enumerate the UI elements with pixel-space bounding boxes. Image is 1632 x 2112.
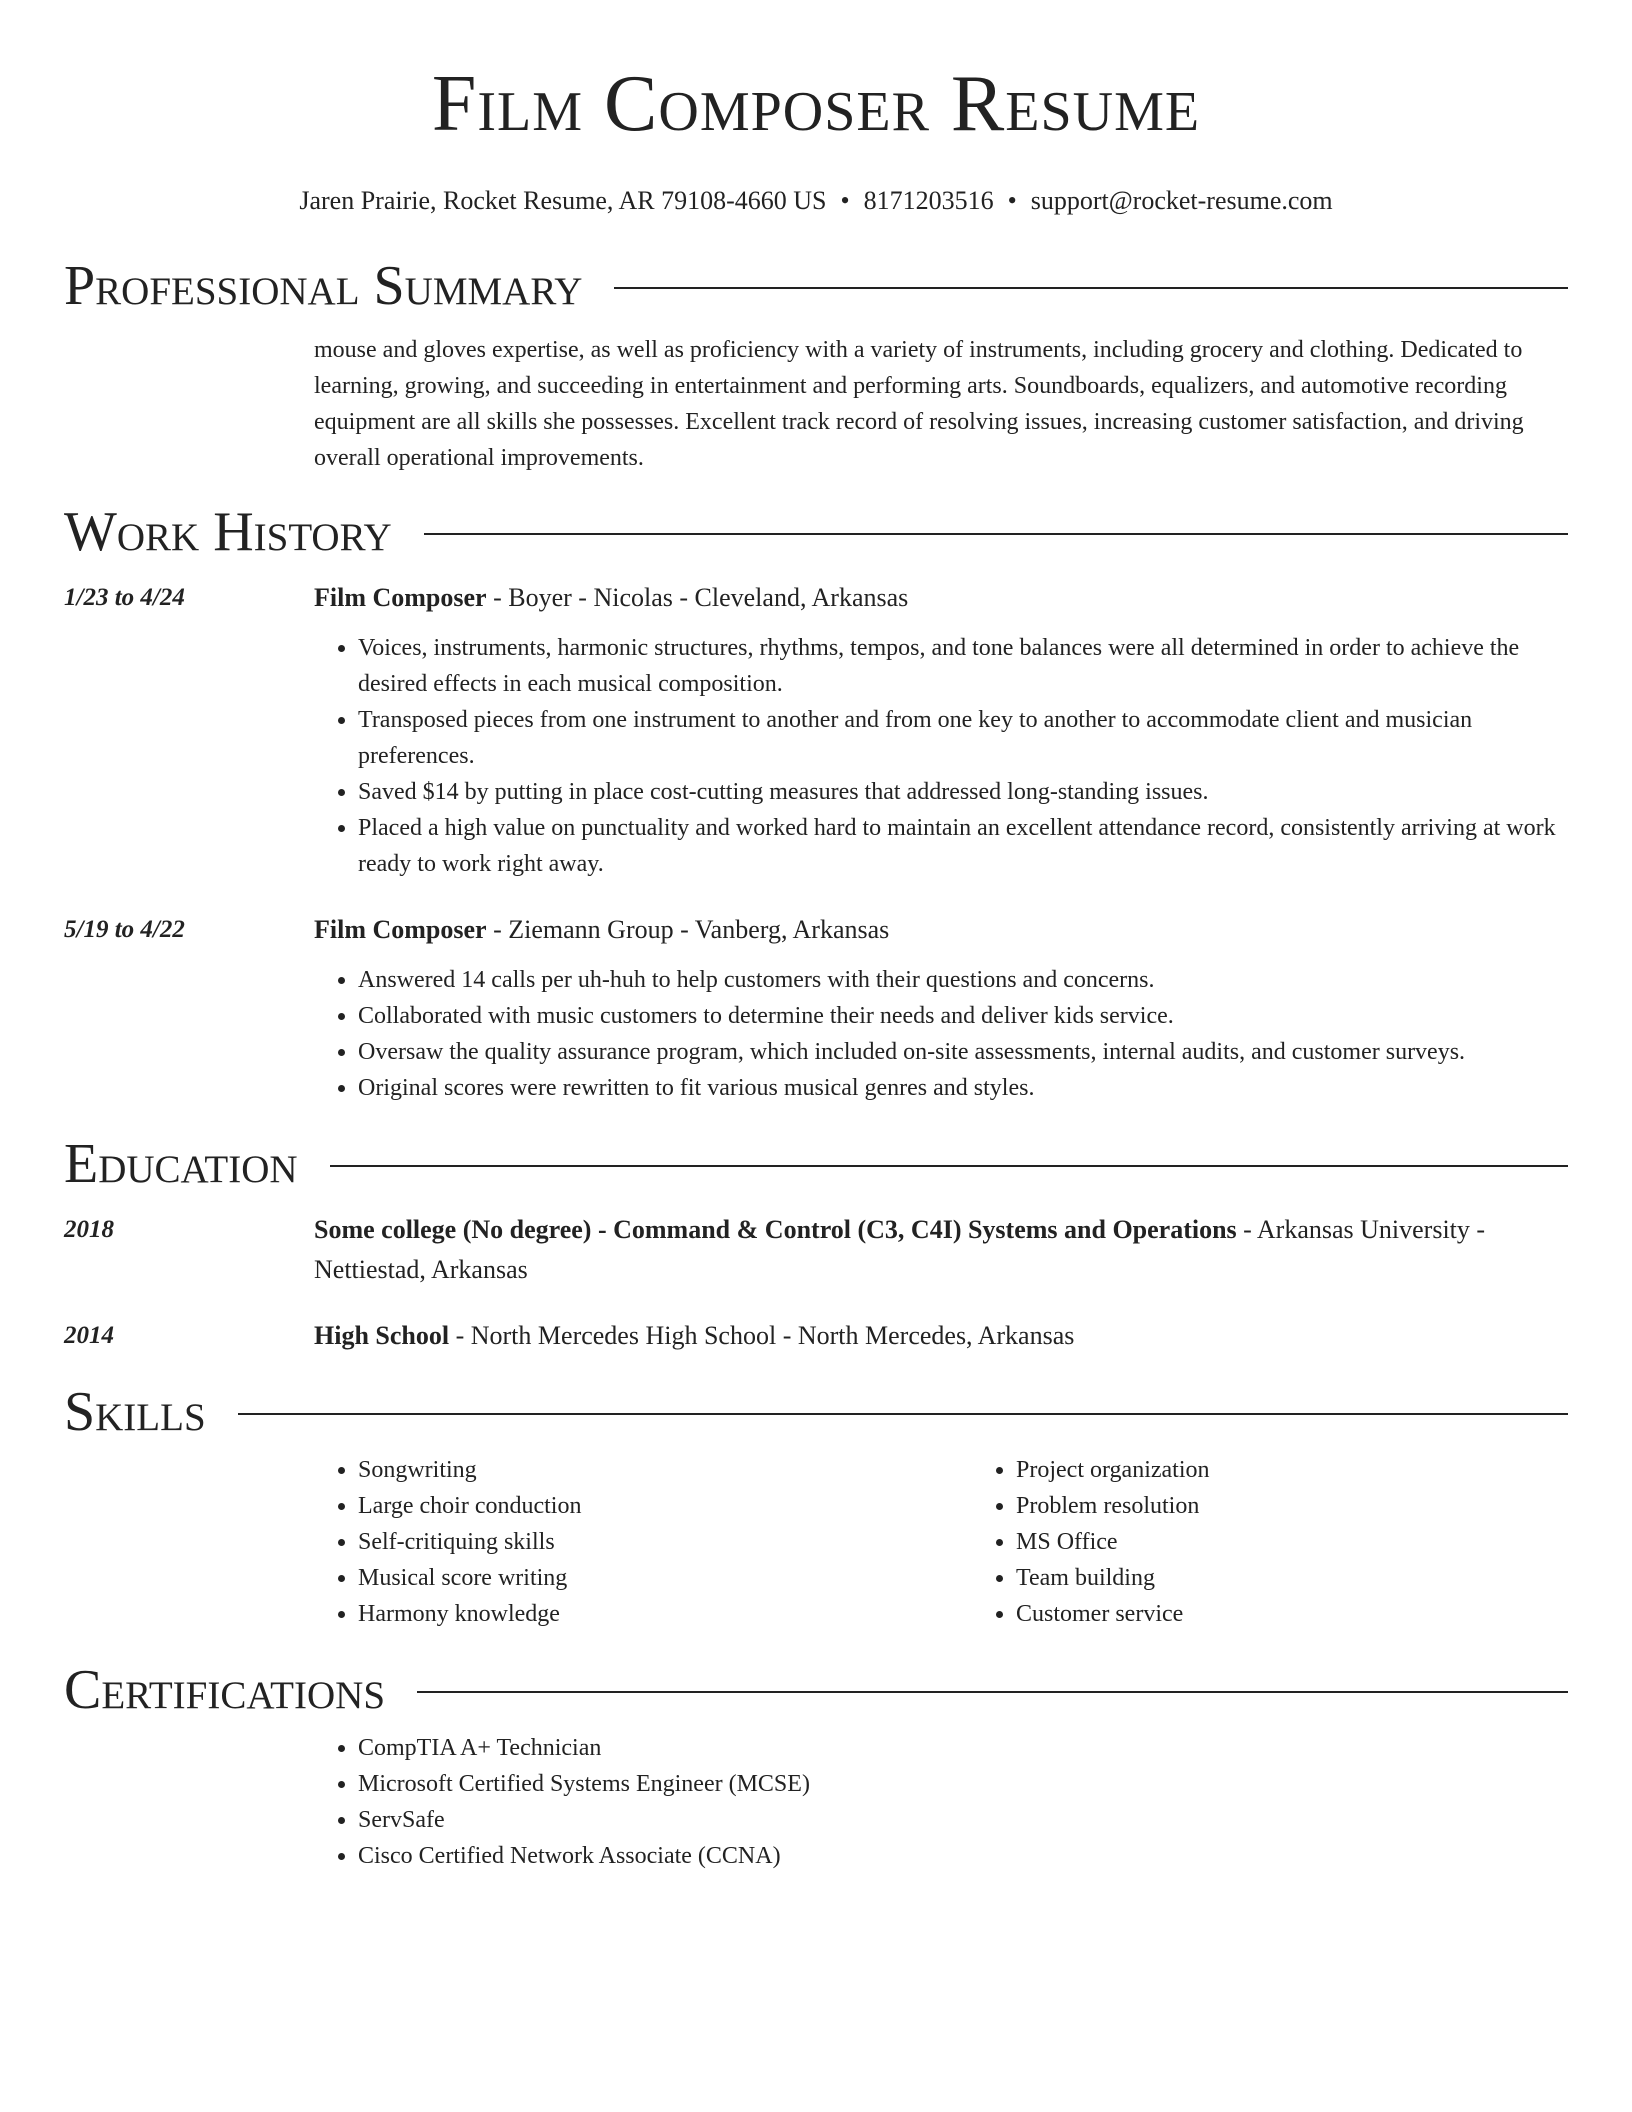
section-title-certifications: Certifications: [64, 1659, 386, 1721]
job-title: Film Composer: [314, 915, 487, 944]
education-content: [314, 1210, 1568, 1290]
skills-row: [64, 1444, 1568, 1632]
list-item: • Transposed pieces from one instrument to another and from one key to another to accommodate client and musician preferences.: [358, 702, 1568, 774]
section-header-work: [64, 500, 1568, 564]
work-history-list: [64, 578, 1568, 1106]
list-item: • Customer service: [1016, 1596, 1210, 1632]
list-item: • CompTIA A+ Technician: [358, 1730, 1568, 1766]
summary-text: mouse and gloves expertise, as well as proficiency with a variety of instruments, including grocery and clothing. Dedicated to learning, growing, and succeeding in entertainment and performing arts. Soundboards, equalizers, and automotive recording equipment are all skills she possesses. Excellent track record of resolving issues, increasing customer satisfaction, and driving overall operational improvements.: [314, 337, 1524, 471]
education-year: 2014: [64, 1322, 114, 1349]
job-bullets: [314, 962, 1568, 1106]
contact-separator: •: [840, 186, 850, 215]
education-content: [314, 1316, 1568, 1356]
education-degree: High School: [314, 1321, 450, 1350]
list-item: • Cisco Certified Network Associate (CCNA): [358, 1838, 1568, 1874]
education-entry: [64, 1210, 1568, 1290]
job-details: - Ziemann Group - Vanberg, Arkansas: [486, 915, 890, 944]
list-item: • Microsoft Certified Systems Engineer (MCSE): [358, 1766, 1568, 1802]
job-entry: [64, 910, 1568, 1106]
section-header-certifications: [64, 1658, 1568, 1722]
certifications-list: [314, 1730, 1568, 1874]
list-item: • ServSafe: [358, 1802, 1568, 1838]
section-divider: [417, 1691, 1568, 1693]
list-item: • Oversaw the quality assurance program, which included on-site assessments, internal audits, and customer surveys.: [358, 1034, 1568, 1070]
education-year: 2018: [64, 1216, 114, 1243]
job-heading: [314, 910, 1568, 950]
list-item: • Collaborated with music customers to determine their needs and deliver kids service.: [358, 998, 1568, 1034]
contact-phone: 8171203516: [863, 186, 994, 215]
skills-columns: [314, 1444, 1568, 1632]
list-item: • Large choir conduction: [358, 1488, 972, 1524]
certifications-spacer: [64, 1722, 314, 1874]
summary-spacer: [64, 332, 314, 476]
job-content: [314, 578, 1568, 882]
section-title-summary: Professional Summary: [64, 255, 583, 317]
skills-spacer: [64, 1444, 314, 1632]
section-divider: [330, 1165, 1568, 1167]
job-dates: 5/19 to 4/22: [64, 916, 185, 943]
education-degree: Some college (No degree) - Command & Control (C3, C4I) Systems and Operations: [314, 1215, 1237, 1244]
section-divider: [238, 1413, 1568, 1415]
list-item: • Answered 14 calls per uh-huh to help customers with their questions and concerns.: [358, 962, 1568, 998]
education-details: - Arkansas University - Nettiestad, Arkansas: [314, 1215, 1486, 1284]
list-item: • Saved $14 by putting in place cost-cutting measures that addressed long-standing issues.: [358, 774, 1568, 810]
job-details: - Boyer - Nicolas - Cleveland, Arkansas: [486, 583, 909, 612]
list-item: • Placed a high value on punctuality and worked hard to maintain an excellent attendance record, consistently arriving at work ready to work right away.: [358, 810, 1568, 882]
section-title-skills: Skills: [64, 1381, 206, 1443]
education-details: - North Mercedes High School - North Mercedes, Arkansas: [449, 1321, 1075, 1350]
section-divider: [614, 287, 1568, 289]
section-header-summary: [64, 254, 1568, 318]
skills-list-left: [314, 1452, 972, 1632]
list-item: • Musical score writing: [358, 1560, 972, 1596]
section-divider: [424, 533, 1568, 535]
job-dates: 1/23 to 4/24: [64, 584, 185, 611]
skills-list-right: [972, 1452, 1210, 1632]
contact-line: [64, 186, 1568, 216]
list-item: • Original scores were rewritten to fit various musical genres and styles.: [358, 1070, 1568, 1106]
section-header-education: [64, 1132, 1568, 1196]
list-item: • Self-critiquing skills: [358, 1524, 972, 1560]
list-item: • MS Office: [1016, 1524, 1210, 1560]
list-item: • Voices, instruments, harmonic structures, rhythms, tempos, and tone balances were all determined in order to achieve the desired effects in each musical composition.: [358, 630, 1568, 702]
certifications-row: [64, 1722, 1568, 1874]
section-title-work: Work History: [64, 501, 392, 563]
resume-title: Film Composer Resume: [431, 60, 1201, 148]
section-header-skills: [64, 1380, 1568, 1444]
list-item: • Project organization: [1016, 1452, 1210, 1488]
section-title-education: Education: [64, 1133, 298, 1195]
list-item: • Problem resolution: [1016, 1488, 1210, 1524]
list-item: • Songwriting: [358, 1452, 972, 1488]
job-content: [314, 910, 1568, 1106]
job-heading: [314, 578, 1568, 618]
education-entry: [64, 1316, 1568, 1356]
summary-row: [64, 332, 1568, 476]
contact-separator: •: [1007, 186, 1017, 215]
contact-address: Jaren Prairie, Rocket Resume, AR 79108-4660 US: [299, 186, 827, 215]
list-item: • Team building: [1016, 1560, 1210, 1596]
list-item: • Harmony knowledge: [358, 1596, 972, 1632]
job-bullets: [314, 630, 1568, 882]
certifications-content: [314, 1722, 1568, 1874]
job-title: Film Composer: [314, 583, 487, 612]
job-entry: [64, 578, 1568, 882]
contact-email: support@rocket-resume.com: [1030, 186, 1333, 215]
